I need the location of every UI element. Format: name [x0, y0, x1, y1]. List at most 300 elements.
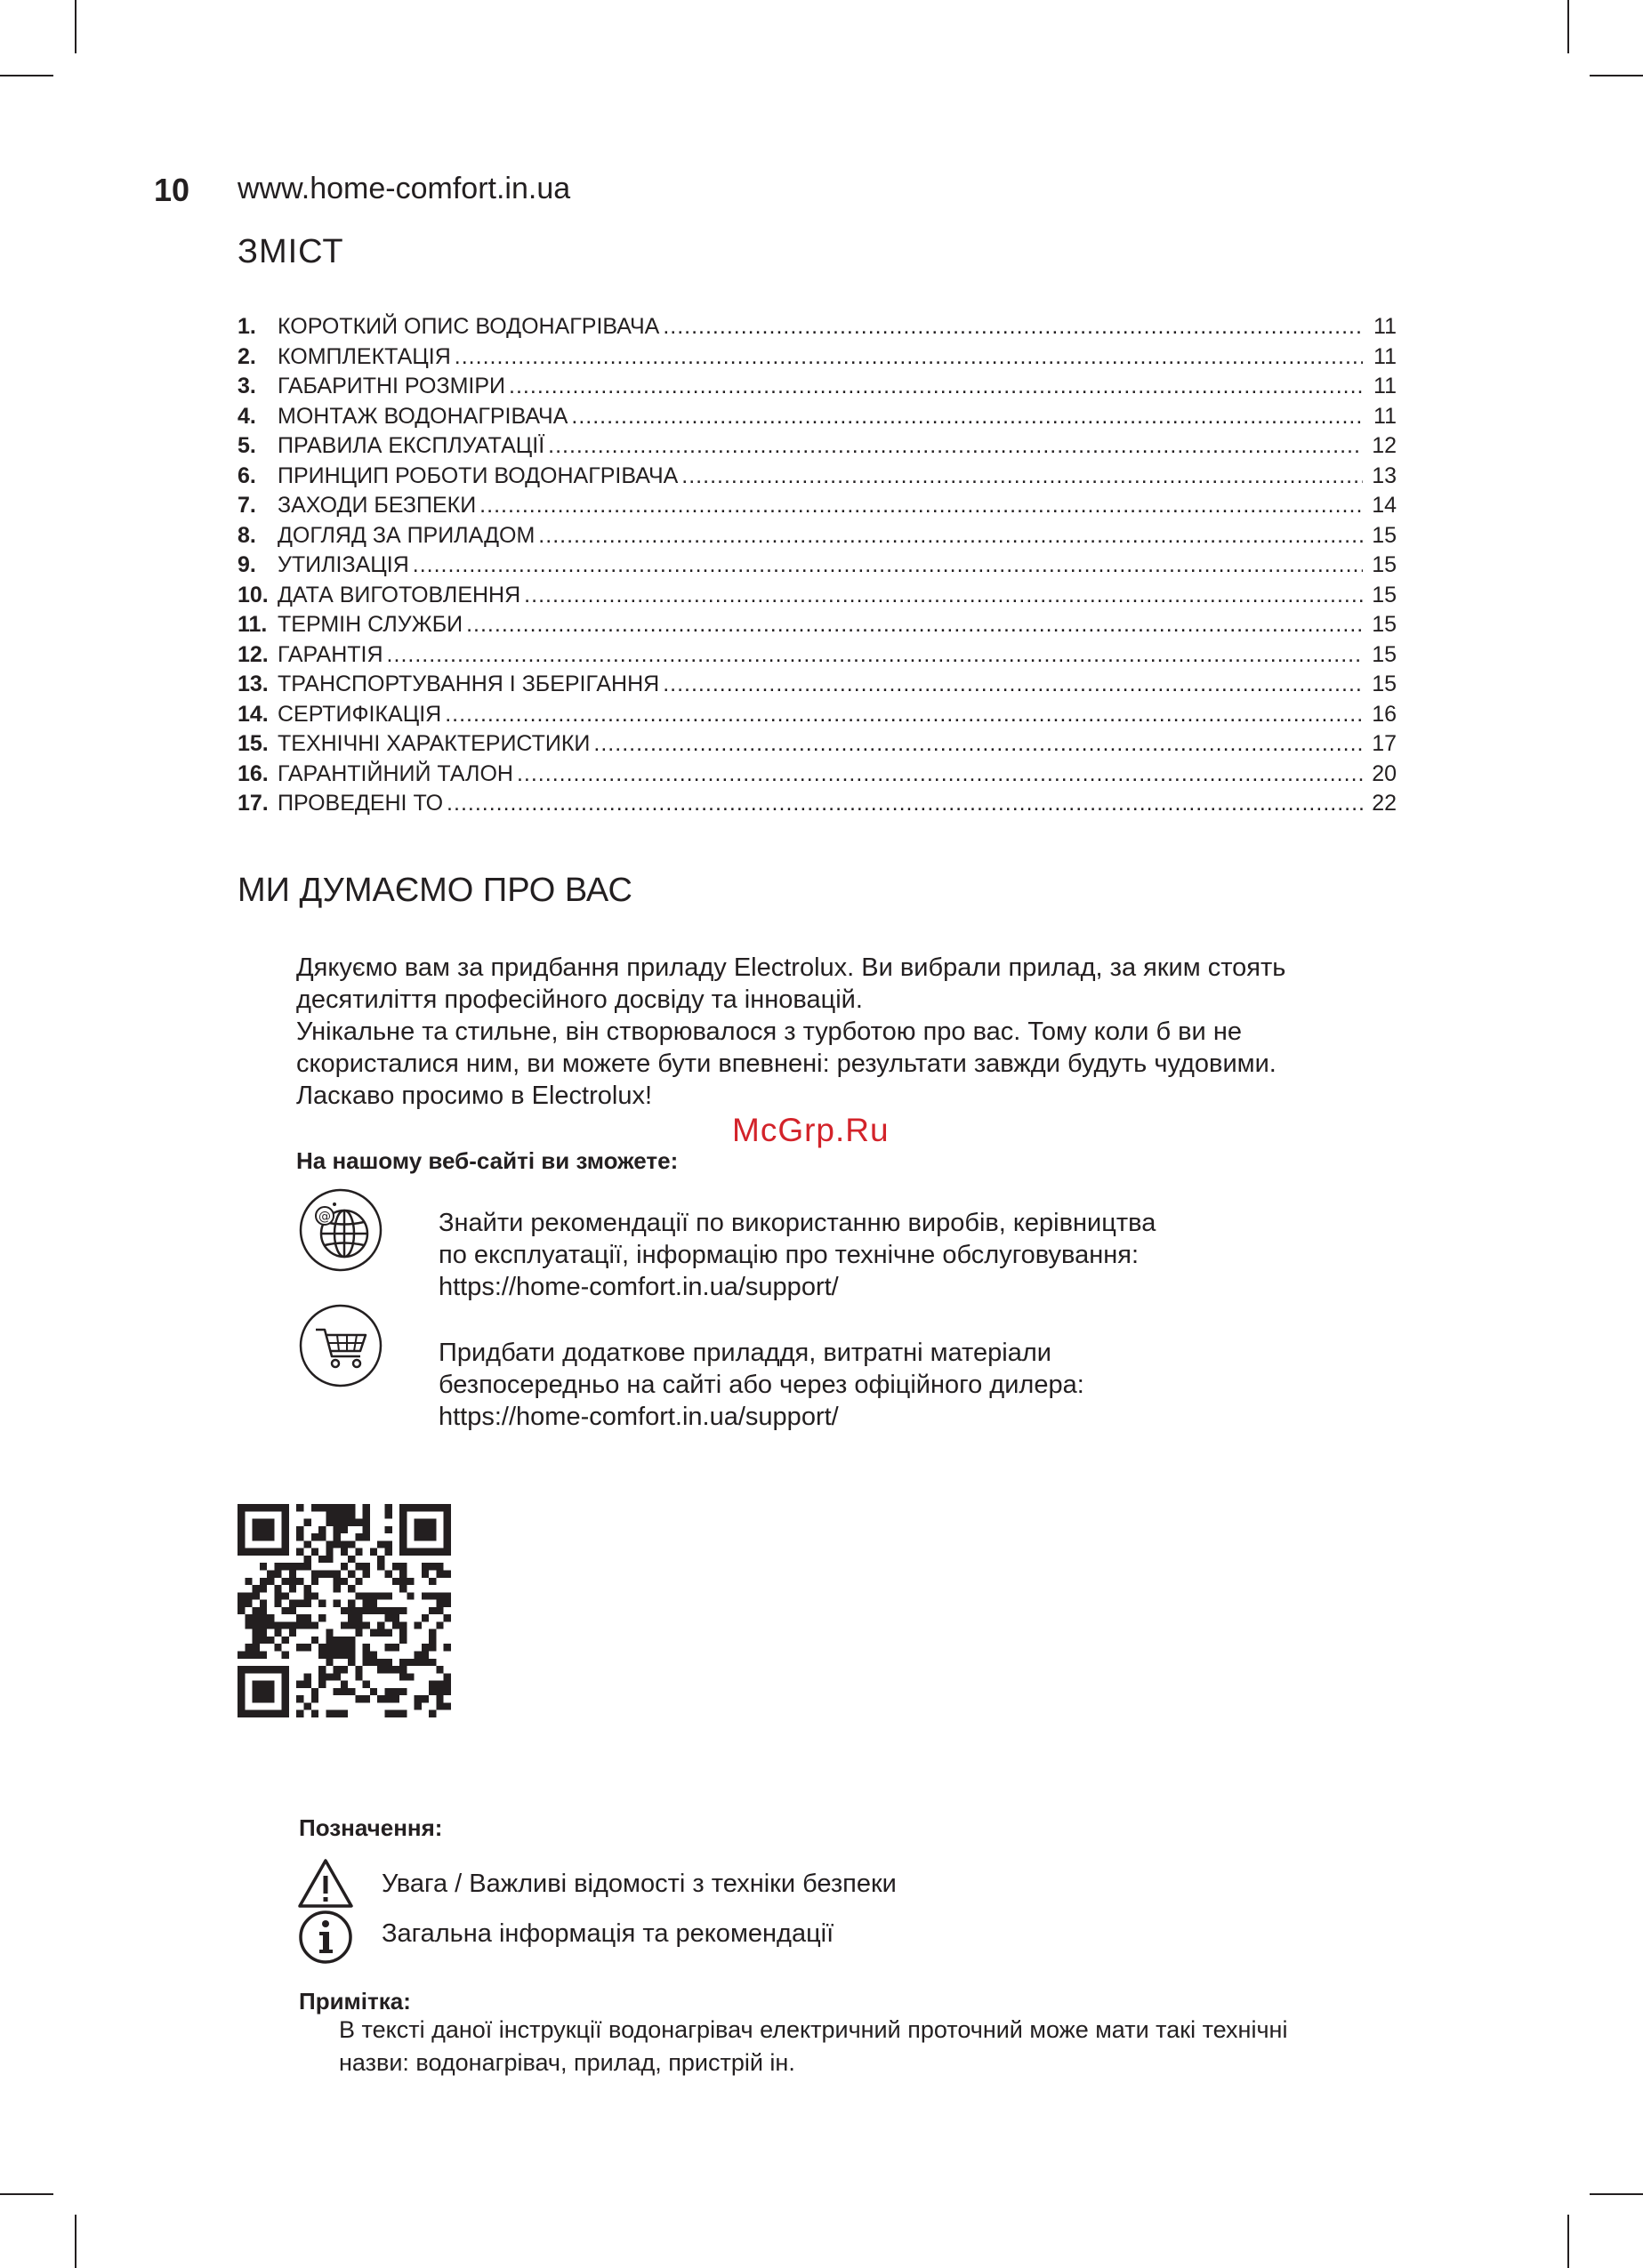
qr-module — [267, 1533, 274, 1540]
toc-item-number: 9. — [238, 552, 256, 577]
qr-module — [267, 1695, 274, 1702]
qr-module — [399, 1563, 407, 1570]
toc-item[interactable] — [238, 493, 1397, 523]
qr-module — [238, 1652, 245, 1659]
qr-module — [341, 1621, 348, 1629]
qr-module — [260, 1533, 267, 1540]
toc-item-page: 15 — [1372, 522, 1397, 548]
qr-module — [444, 1519, 451, 1526]
qr-module — [238, 1710, 245, 1717]
qr-module — [303, 1702, 310, 1709]
qr-module — [260, 1526, 267, 1533]
qr-module — [377, 1621, 384, 1629]
qr-module — [282, 1526, 289, 1533]
qr-module — [429, 1688, 436, 1695]
qr-module — [296, 1526, 303, 1533]
qr-module — [311, 1710, 318, 1717]
toc-item-number: 5. — [238, 433, 256, 458]
qr-module — [377, 1540, 384, 1548]
qr-module — [399, 1504, 407, 1511]
toc-item-page: 15 — [1372, 672, 1397, 696]
qr-module — [348, 1570, 355, 1577]
toc-leader-dots — [663, 672, 1363, 697]
qr-module — [348, 1607, 355, 1614]
toc-item-label: ТРАНСПОРТУВАННЯ І ЗБЕРІГАННЯ — [278, 672, 660, 696]
svg-text:@: @ — [318, 1210, 331, 1224]
qr-module — [311, 1695, 318, 1702]
toc-leader-dots — [455, 344, 1363, 370]
toc-item-label: СЕРТИФІКАЦІЯ — [278, 701, 442, 727]
qr-module — [245, 1504, 252, 1511]
qr-module — [407, 1673, 414, 1680]
qr-module — [318, 1614, 326, 1621]
qr-module — [385, 1607, 392, 1614]
qr-module — [260, 1695, 267, 1702]
qr-module — [334, 1519, 341, 1526]
qr-module — [303, 1644, 310, 1651]
qr-module — [267, 1621, 274, 1629]
qr-module — [238, 1695, 245, 1702]
toc-item-label: ТЕРМІН СЛУЖБИ — [278, 612, 463, 637]
toc-item-page: 11 — [1373, 374, 1397, 398]
qr-module — [415, 1504, 422, 1511]
qr-module — [348, 1556, 355, 1563]
qr-module — [385, 1659, 392, 1666]
qr-module — [341, 1607, 348, 1614]
qr-module — [392, 1666, 399, 1673]
qr-module — [370, 1607, 377, 1614]
qr-module — [377, 1659, 384, 1666]
toc-item[interactable] — [238, 612, 1397, 642]
toc-item-label: ГАРАНТІЙНИЙ ТАЛОН — [278, 760, 513, 786]
qr-module — [253, 1688, 260, 1695]
qr-module — [296, 1644, 303, 1651]
qr-module — [377, 1556, 384, 1563]
qr-module — [348, 1540, 355, 1548]
qr-module — [274, 1644, 281, 1651]
intro-line: Дякуємо вам за придбання приладу Electrolux. Ви вибрали прилад, за яким стоять — [296, 953, 1286, 982]
info-icon — [296, 1910, 355, 1965]
qr-module — [282, 1540, 289, 1548]
qr-module — [267, 1681, 274, 1688]
qr-module — [289, 1621, 296, 1629]
qr-module — [326, 1548, 333, 1556]
qr-module — [296, 1695, 303, 1702]
qr-module — [399, 1548, 407, 1556]
toc-item-label: ПРАВИЛА ЕКСПЛУАТАЦІЇ — [278, 433, 545, 458]
qr-module — [311, 1533, 318, 1540]
qr-module — [253, 1526, 260, 1533]
toc-item-label: ТЕХНІЧНІ ХАРАКТЕРИСТИКИ — [278, 731, 591, 756]
page-number: 10 — [154, 172, 190, 208]
qr-module — [444, 1644, 451, 1651]
qr-module — [267, 1548, 274, 1556]
qr-module — [282, 1702, 289, 1709]
qr-module — [370, 1592, 377, 1599]
qr-module — [444, 1570, 451, 1577]
toc-item-page: 13 — [1372, 462, 1397, 488]
qr-module — [348, 1519, 355, 1526]
toc-leader-dots — [517, 761, 1363, 787]
qr-module — [296, 1621, 303, 1629]
qr-module — [385, 1688, 392, 1695]
qr-module — [334, 1511, 341, 1518]
qr-module — [282, 1710, 289, 1717]
qr-module — [282, 1637, 289, 1644]
intro-line: Унікальне та стильне, він створювалося з турботою про вас. Тому коли б ви не — [296, 1017, 1242, 1046]
crop-mark — [75, 2215, 77, 2268]
qr-module — [253, 1681, 260, 1688]
qr-module — [326, 1644, 333, 1651]
qr-module — [334, 1710, 341, 1717]
toc-item[interactable] — [238, 404, 1397, 434]
qr-module — [355, 1666, 362, 1673]
qr-module — [303, 1585, 310, 1592]
qr-module — [282, 1548, 289, 1556]
qr-module — [260, 1652, 267, 1659]
section-title: МИ ДУМАЄМО ПРО ВАС — [238, 872, 632, 909]
qr-module — [377, 1629, 384, 1637]
qr-module — [444, 1673, 451, 1680]
toc-item[interactable] — [238, 672, 1397, 702]
toc-leader-dots — [466, 612, 1363, 638]
toc-item[interactable] — [238, 761, 1397, 792]
qr-module — [334, 1652, 341, 1659]
qr-module — [245, 1578, 252, 1585]
qr-module — [260, 1666, 267, 1673]
qr-module — [274, 1585, 281, 1592]
qr-module — [282, 1688, 289, 1695]
qr-module — [253, 1548, 260, 1556]
qr-module — [334, 1526, 341, 1533]
qr-module — [422, 1695, 429, 1702]
shopping-cart-icon — [298, 1303, 383, 1388]
qr-module — [407, 1592, 414, 1599]
qr-module — [282, 1673, 289, 1680]
qr-module — [385, 1614, 392, 1621]
qr-module — [267, 1526, 274, 1533]
qr-module — [334, 1673, 341, 1680]
toc-item-number: 1. — [238, 314, 256, 339]
qr-module — [282, 1607, 289, 1614]
qr-module — [399, 1637, 407, 1644]
toc-item-label: ДАТА ВИГОТОВЛЕННЯ — [278, 582, 521, 607]
support-link[interactable]: https://home-comfort.in.ua/support/ — [439, 1403, 839, 1431]
qr-module — [296, 1563, 303, 1570]
qr-module — [326, 1504, 333, 1511]
qr-module — [399, 1526, 407, 1533]
qr-module — [444, 1548, 451, 1556]
toc-item[interactable] — [238, 642, 1397, 672]
qr-module — [422, 1504, 429, 1511]
qr-module — [363, 1519, 370, 1526]
toc-item-page: 15 — [1372, 552, 1397, 577]
qr-module — [392, 1621, 399, 1629]
qr-module — [377, 1666, 384, 1673]
qr-module — [260, 1607, 267, 1614]
qr-code[interactable] — [238, 1504, 451, 1717]
qr-module — [385, 1695, 392, 1702]
qr-module — [260, 1563, 267, 1570]
qr-module — [436, 1607, 443, 1614]
qr-module — [363, 1652, 370, 1659]
toc-item[interactable] — [238, 314, 1397, 344]
qr-module — [444, 1533, 451, 1540]
qr-module — [429, 1548, 436, 1556]
qr-module — [253, 1592, 260, 1599]
toc-item-page: 22 — [1372, 791, 1397, 816]
qr-module — [385, 1504, 392, 1511]
qr-module — [355, 1695, 362, 1702]
qr-module — [289, 1600, 296, 1607]
qr-module — [436, 1681, 443, 1688]
toc-leader-dots — [445, 702, 1363, 728]
qr-module — [415, 1695, 422, 1702]
qr-module — [296, 1600, 303, 1607]
qr-module — [296, 1533, 303, 1540]
qr-module — [341, 1548, 348, 1556]
qr-module — [429, 1519, 436, 1526]
crop-mark — [0, 2193, 53, 2195]
qr-module — [415, 1519, 422, 1526]
toc-item[interactable] — [238, 433, 1397, 463]
qr-module — [334, 1578, 341, 1585]
qr-module — [341, 1563, 348, 1570]
qr-module — [334, 1688, 341, 1695]
qr-module — [253, 1585, 260, 1592]
qr-module — [326, 1629, 333, 1637]
qr-module — [341, 1688, 348, 1695]
qr-module — [444, 1702, 451, 1709]
qr-module — [318, 1533, 326, 1540]
qr-module — [238, 1540, 245, 1548]
qr-module — [436, 1504, 443, 1511]
qr-module — [355, 1673, 362, 1680]
qr-module — [385, 1629, 392, 1637]
qr-module — [422, 1570, 429, 1577]
toc-item[interactable] — [238, 702, 1397, 732]
qr-module — [289, 1607, 296, 1614]
qr-module — [303, 1540, 310, 1548]
toc-item-page: 15 — [1372, 612, 1397, 637]
toc-item-label: КОМПЛЕКТАЦІЯ — [278, 343, 451, 369]
qr-module — [274, 1563, 281, 1570]
toc-item[interactable] — [238, 552, 1397, 583]
support-link[interactable]: https://home-comfort.in.ua/support/ — [439, 1273, 839, 1301]
qr-module — [253, 1666, 260, 1673]
qr-module — [326, 1659, 333, 1666]
qr-module — [370, 1652, 377, 1659]
qr-module — [282, 1695, 289, 1702]
qr-module — [303, 1681, 310, 1688]
qr-module — [399, 1511, 407, 1518]
qr-module — [253, 1519, 260, 1526]
toc-item[interactable] — [238, 523, 1397, 553]
qr-module — [363, 1695, 370, 1702]
qr-module — [253, 1652, 260, 1659]
qr-module — [238, 1600, 245, 1607]
qr-module — [385, 1666, 392, 1673]
qr-module — [245, 1621, 252, 1629]
qr-module — [392, 1607, 399, 1614]
qr-module — [399, 1629, 407, 1637]
qr-module — [444, 1681, 451, 1688]
qr-module — [348, 1659, 355, 1666]
qr-module — [245, 1652, 252, 1659]
qr-module — [289, 1578, 296, 1585]
feature-line: безпосередньо на сайті або через офіційного дилера: — [439, 1371, 1084, 1399]
qr-module — [326, 1637, 333, 1644]
crop-mark — [0, 75, 53, 76]
qr-module — [318, 1556, 326, 1563]
qr-module — [326, 1556, 333, 1563]
toc-item-number: 7. — [238, 493, 256, 518]
qr-module — [429, 1533, 436, 1540]
toc-item-label: ЗАХОДИ БЕЗПЕКИ — [278, 493, 477, 518]
qr-module — [363, 1511, 370, 1518]
toc-leader-dots — [413, 552, 1363, 578]
qr-module — [429, 1578, 436, 1585]
qr-module — [355, 1563, 362, 1570]
qr-module — [436, 1548, 443, 1556]
toc-leader-dots — [524, 583, 1363, 608]
qr-module — [422, 1592, 429, 1599]
qr-module — [326, 1519, 333, 1526]
qr-module — [238, 1511, 245, 1518]
toc-item-page: 17 — [1372, 731, 1397, 756]
toc-item[interactable] — [238, 791, 1397, 821]
qr-module — [341, 1511, 348, 1518]
qr-module — [399, 1710, 407, 1717]
qr-module — [341, 1681, 348, 1688]
qr-module — [267, 1578, 274, 1585]
toc-item-page: 20 — [1372, 760, 1397, 786]
qr-module — [318, 1504, 326, 1511]
crop-mark — [1567, 2215, 1569, 2268]
qr-module — [422, 1563, 429, 1570]
qr-module — [392, 1644, 399, 1651]
qr-module — [422, 1614, 429, 1621]
qr-module — [296, 1548, 303, 1556]
toc-item[interactable] — [238, 374, 1397, 404]
toc-item[interactable] — [238, 344, 1397, 374]
qr-module — [334, 1585, 341, 1592]
qr-module — [326, 1673, 333, 1680]
qr-module — [348, 1504, 355, 1511]
feature-text — [439, 1207, 1381, 1303]
legend-heading: Позначення: — [299, 1814, 443, 1841]
qr-module — [245, 1666, 252, 1673]
qr-module — [363, 1621, 370, 1629]
qr-module — [429, 1681, 436, 1688]
header-url[interactable]: www.home-comfort.in.ua — [238, 172, 571, 205]
qr-module — [348, 1644, 355, 1651]
qr-module — [348, 1621, 355, 1629]
toc-leader-dots — [593, 731, 1363, 757]
qr-module — [422, 1659, 429, 1666]
qr-module — [341, 1644, 348, 1651]
qr-module — [238, 1666, 245, 1673]
qr-module — [436, 1688, 443, 1695]
crop-mark — [1590, 2193, 1643, 2195]
qr-module — [318, 1526, 326, 1533]
toc-item-number: 17. — [238, 791, 269, 816]
toc-item-number: 11. — [238, 612, 268, 637]
qr-module — [429, 1563, 436, 1570]
qr-module — [260, 1629, 267, 1637]
qr-module — [355, 1533, 362, 1540]
qr-module — [355, 1607, 362, 1614]
qr-module — [318, 1600, 326, 1607]
qr-module — [355, 1578, 362, 1585]
qr-module — [363, 1600, 370, 1607]
qr-module — [311, 1548, 318, 1556]
qr-module — [253, 1504, 260, 1511]
qr-module — [282, 1563, 289, 1570]
qr-module — [282, 1519, 289, 1526]
qr-module — [267, 1519, 274, 1526]
qr-module — [341, 1637, 348, 1644]
feature-line: Знайти рекомендації по використанню виробів, керівництва — [439, 1209, 1156, 1237]
qr-module — [260, 1504, 267, 1511]
toc-item[interactable] — [238, 731, 1397, 761]
crop-mark — [75, 0, 77, 53]
toc-item[interactable] — [238, 463, 1397, 494]
legend-text: Загальна інформація та рекомендації — [382, 1919, 834, 1948]
qr-module — [274, 1600, 281, 1607]
qr-module — [385, 1548, 392, 1556]
qr-module — [267, 1504, 274, 1511]
qr-module — [253, 1614, 260, 1621]
legend-text: Увага / Важливі відомості з техніки безпеки — [382, 1870, 897, 1898]
qr-module — [253, 1710, 260, 1717]
qr-module — [436, 1600, 443, 1607]
qr-module — [341, 1504, 348, 1511]
toc-item-number: 2. — [238, 343, 256, 369]
qr-module — [282, 1511, 289, 1518]
qr-module — [355, 1548, 362, 1556]
qr-module — [260, 1519, 267, 1526]
qr-module — [311, 1592, 318, 1599]
qr-module — [436, 1695, 443, 1702]
qr-module — [348, 1688, 355, 1695]
qr-module — [348, 1511, 355, 1518]
qr-module — [392, 1688, 399, 1695]
toc-item[interactable] — [238, 583, 1397, 613]
qr-module — [370, 1629, 377, 1637]
qr-module — [318, 1666, 326, 1673]
qr-module — [422, 1519, 429, 1526]
toc-item-number: 15. — [238, 731, 269, 756]
qr-module — [422, 1548, 429, 1556]
qr-module — [318, 1652, 326, 1659]
qr-module — [399, 1578, 407, 1585]
qr-module — [385, 1526, 392, 1533]
qr-module — [260, 1585, 267, 1592]
warning-icon — [296, 1856, 355, 1911]
qr-module — [282, 1533, 289, 1540]
qr-module — [238, 1533, 245, 1540]
qr-module — [429, 1710, 436, 1717]
qr-module — [415, 1652, 422, 1659]
qr-module — [260, 1548, 267, 1556]
toc-item-page: 14 — [1372, 493, 1397, 518]
qr-module — [260, 1688, 267, 1695]
qr-module — [355, 1621, 362, 1629]
toc-leader-dots — [571, 404, 1363, 430]
toc-item-number: 3. — [238, 374, 256, 398]
qr-module — [444, 1688, 451, 1695]
